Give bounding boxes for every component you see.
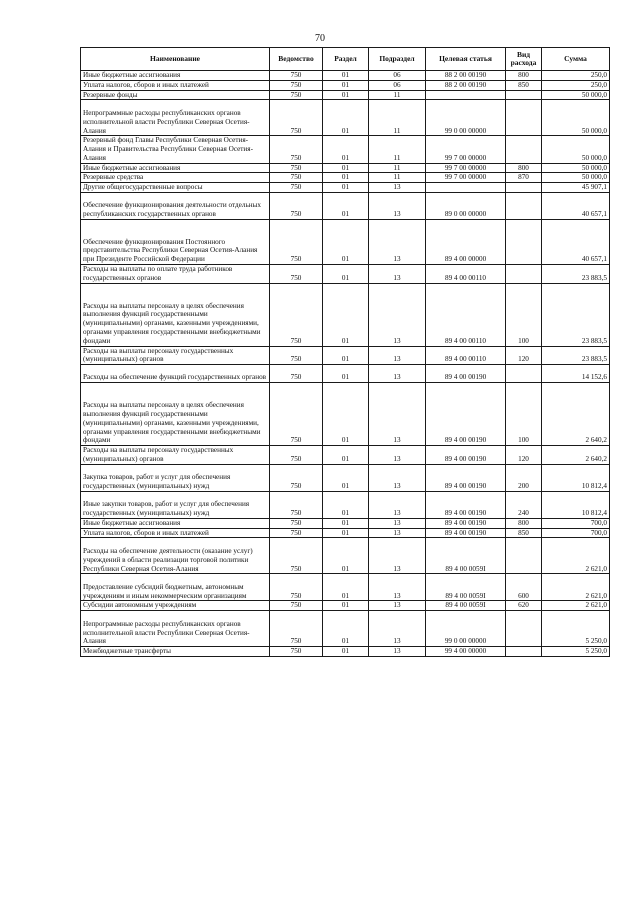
row-amount-cell: 50 000,0 (542, 136, 610, 163)
table-row (81, 80, 610, 90)
table-row (81, 611, 610, 647)
row-name-cell: Другие общегосударственные вопросы (81, 183, 270, 193)
row-section-cell: 01 (323, 538, 369, 574)
table-row (81, 283, 610, 346)
row-section-cell: 01 (323, 365, 369, 383)
row-name-cell: Иные бюджетные ассигнования (81, 518, 270, 528)
row-amount-cell: 10 812,4 (542, 464, 610, 491)
row-amount-cell: 45 907,1 (542, 183, 610, 193)
row-expense-type-cell (506, 365, 542, 383)
row-name-cell: Расходы на выплаты по оплате труда работников государственных органов (81, 265, 270, 284)
row-section-cell: 01 (323, 90, 369, 100)
row-amount-cell: 700,0 (542, 518, 610, 528)
table-row (81, 173, 610, 183)
row-target-article-cell: 89 4 00 00190 (426, 518, 506, 528)
row-subsection-cell: 13 (369, 183, 426, 193)
row-department-cell: 750 (270, 283, 323, 346)
row-department-cell: 750 (270, 173, 323, 183)
row-name-cell: Расходы на выплаты персоналу государственных (муниципальных) органов (81, 446, 270, 465)
table-row (81, 220, 610, 265)
row-name-cell: Иные закупки товаров, работ и услуг для обеспечения государственных (муниципальных) нужд (81, 491, 270, 518)
row-department-cell: 750 (270, 183, 323, 193)
table-header-row (81, 48, 610, 71)
row-amount-cell: 2 621,0 (542, 601, 610, 611)
row-expense-type-cell (506, 220, 542, 265)
row-name-cell: Резервные средства (81, 173, 270, 183)
row-section-cell: 01 (323, 601, 369, 611)
row-name-cell: Резервные фонды (81, 90, 270, 100)
row-section-cell: 01 (323, 611, 369, 647)
table-row (81, 574, 610, 601)
row-subsection-cell: 13 (369, 265, 426, 284)
row-expense-type-cell: 240 (506, 491, 542, 518)
row-amount-cell: 2 640,2 (542, 383, 610, 446)
row-target-article-cell: 89 4 00 0059I (426, 538, 506, 574)
row-department-cell: 750 (270, 518, 323, 528)
row-department-cell: 750 (270, 71, 323, 81)
table-row (81, 183, 610, 193)
row-amount-cell: 23 883,5 (542, 283, 610, 346)
row-subsection-cell: 13 (369, 518, 426, 528)
row-target-article-cell: 89 4 00 00190 (426, 528, 506, 538)
row-name-cell: Непрограммные расходы республиканских органов исполнительной власти Республики Северная Осетия-Алания (81, 611, 270, 647)
row-name-cell: Расходы на обеспечение функций государственных органов (81, 365, 270, 383)
row-name-cell: Субсидии автономным учреждениям (81, 601, 270, 611)
table-row (81, 464, 610, 491)
header-amount: Сумма (542, 48, 610, 71)
page-number: 70 (315, 33, 325, 44)
row-department-cell: 750 (270, 163, 323, 173)
row-amount-cell: 2 640,2 (542, 446, 610, 465)
row-name-cell: Расходы на обеспечение деятельности (оказание услуг) учреждений в области реализации торговой политики Республики Северная Осетия-Алания (81, 538, 270, 574)
table-row (81, 265, 610, 284)
row-target-article-cell (426, 90, 506, 100)
row-subsection-cell: 13 (369, 574, 426, 601)
row-amount-cell: 40 657,1 (542, 220, 610, 265)
row-expense-type-cell: 200 (506, 464, 542, 491)
row-subsection-cell: 13 (369, 365, 426, 383)
row-department-cell: 750 (270, 365, 323, 383)
row-target-article-cell: 89 4 00 0059I (426, 601, 506, 611)
budget-table (80, 47, 610, 657)
row-department-cell: 750 (270, 601, 323, 611)
row-amount-cell: 5 250,0 (542, 647, 610, 657)
header-expense-type: Вид расхода (506, 48, 542, 71)
row-department-cell: 750 (270, 100, 323, 136)
row-section-cell: 01 (323, 80, 369, 90)
row-subsection-cell: 13 (369, 283, 426, 346)
row-expense-type-cell: 800 (506, 518, 542, 528)
row-section-cell: 01 (323, 446, 369, 465)
row-subsection-cell: 13 (369, 464, 426, 491)
row-target-article-cell: 99 4 00 00000 (426, 647, 506, 657)
row-subsection-cell: 11 (369, 100, 426, 136)
row-target-article-cell: 88 2 00 00190 (426, 80, 506, 90)
row-name-cell: Резервный фонд Главы Республики Северная Осетия-Алания и Правительства Республики Северная Осетия-Алания (81, 136, 270, 163)
header-name: Наименование (81, 48, 270, 71)
row-amount-cell: 250,0 (542, 80, 610, 90)
row-section-cell: 01 (323, 491, 369, 518)
row-expense-type-cell (506, 100, 542, 136)
row-section-cell: 01 (323, 136, 369, 163)
row-subsection-cell: 06 (369, 80, 426, 90)
row-section-cell: 01 (323, 518, 369, 528)
table-row (81, 100, 610, 136)
row-target-article-cell: 99 7 00 00000 (426, 173, 506, 183)
row-section-cell: 01 (323, 528, 369, 538)
row-department-cell: 750 (270, 528, 323, 538)
row-expense-type-cell: 800 (506, 163, 542, 173)
row-name-cell: Обеспечение функционирования деятельности отдельных республиканских государственных органов (81, 193, 270, 220)
table-row (81, 538, 610, 574)
table-row (81, 193, 610, 220)
row-department-cell: 750 (270, 220, 323, 265)
table-row (81, 518, 610, 528)
row-expense-type-cell (506, 193, 542, 220)
row-target-article-cell: 89 4 00 00000 (426, 220, 506, 265)
table-row (81, 71, 610, 81)
table-row (81, 647, 610, 657)
row-name-cell: Расходы на выплаты персоналу в целях обеспечения выполнения функций государственными (муниципальными) органами, казенными учреждениями, органами управления государственными внебюджетными фондами (81, 283, 270, 346)
row-target-article-cell: 89 4 00 00110 (426, 265, 506, 284)
row-expense-type-cell: 850 (506, 528, 542, 538)
row-section-cell: 01 (323, 574, 369, 601)
row-name-cell: Обеспечение функционирования Постоянного представительства Республики Северная Осетия-Алания при Президенте Российской Федерации (81, 220, 270, 265)
row-expense-type-cell: 870 (506, 173, 542, 183)
row-department-cell: 750 (270, 574, 323, 601)
row-expense-type-cell (506, 183, 542, 193)
row-department-cell: 750 (270, 90, 323, 100)
header-target-article: Целевая статья (426, 48, 506, 71)
row-expense-type-cell (506, 90, 542, 100)
row-expense-type-cell: 120 (506, 446, 542, 465)
header-department: Ведомство (270, 48, 323, 71)
row-name-cell: Иные бюджетные ассигнования (81, 163, 270, 173)
row-department-cell: 750 (270, 464, 323, 491)
row-section-cell: 01 (323, 383, 369, 446)
row-target-article-cell: 99 7 00 00000 (426, 136, 506, 163)
row-subsection-cell: 11 (369, 90, 426, 100)
row-subsection-cell: 11 (369, 136, 426, 163)
header-section: Раздел (323, 48, 369, 71)
row-name-cell: Закупка товаров, работ и услуг для обеспечения государственных (муниципальных) нужд (81, 464, 270, 491)
row-department-cell: 750 (270, 446, 323, 465)
table-row (81, 601, 610, 611)
table-row (81, 446, 610, 465)
row-subsection-cell: 13 (369, 528, 426, 538)
row-amount-cell: 700,0 (542, 528, 610, 538)
row-expense-type-cell: 100 (506, 383, 542, 446)
row-subsection-cell: 11 (369, 163, 426, 173)
table-row (81, 528, 610, 538)
row-target-article-cell: 89 4 00 00110 (426, 283, 506, 346)
row-target-article-cell: 99 0 00 00000 (426, 611, 506, 647)
row-department-cell: 750 (270, 538, 323, 574)
row-name-cell: Расходы на выплаты персоналу государственных (муниципальных) органов (81, 346, 270, 365)
row-section-cell: 01 (323, 183, 369, 193)
row-target-article-cell: 89 0 00 00000 (426, 193, 506, 220)
row-subsection-cell: 11 (369, 173, 426, 183)
table-row (81, 163, 610, 173)
row-expense-type-cell: 120 (506, 346, 542, 365)
row-section-cell: 01 (323, 265, 369, 284)
row-subsection-cell: 13 (369, 220, 426, 265)
row-department-cell: 750 (270, 491, 323, 518)
row-department-cell: 750 (270, 647, 323, 657)
row-expense-type-cell: 850 (506, 80, 542, 90)
header-subsection: Подраздел (369, 48, 426, 71)
row-section-cell: 01 (323, 647, 369, 657)
row-expense-type-cell: 620 (506, 601, 542, 611)
table-row (81, 90, 610, 100)
row-target-article-cell: 89 4 00 00110 (426, 346, 506, 365)
row-section-cell: 01 (323, 193, 369, 220)
row-subsection-cell: 13 (369, 346, 426, 365)
row-expense-type-cell: 600 (506, 574, 542, 601)
row-subsection-cell: 13 (369, 647, 426, 657)
table-body (81, 71, 610, 657)
row-target-article-cell: 89 4 00 00190 (426, 491, 506, 518)
row-subsection-cell: 13 (369, 383, 426, 446)
table-row (81, 383, 610, 446)
row-expense-type-cell (506, 538, 542, 574)
row-subsection-cell: 13 (369, 491, 426, 518)
row-department-cell: 750 (270, 265, 323, 284)
row-amount-cell: 50 000,0 (542, 90, 610, 100)
row-target-article-cell: 89 4 00 00190 (426, 446, 506, 465)
row-name-cell: Межбюджетные трансферты (81, 647, 270, 657)
row-amount-cell: 50 000,0 (542, 163, 610, 173)
row-name-cell: Непрограммные расходы республиканских органов исполнительной власти Республики Северная Осетия-Алания (81, 100, 270, 136)
table-row (81, 365, 610, 383)
row-amount-cell: 2 621,0 (542, 538, 610, 574)
row-target-article-cell: 89 4 00 00190 (426, 464, 506, 491)
row-subsection-cell: 13 (369, 446, 426, 465)
row-section-cell: 01 (323, 163, 369, 173)
row-name-cell: Уплата налогов, сборов и иных платежей (81, 80, 270, 90)
row-expense-type-cell (506, 647, 542, 657)
row-section-cell: 01 (323, 346, 369, 365)
row-amount-cell: 40 657,1 (542, 193, 610, 220)
row-amount-cell: 23 883,5 (542, 265, 610, 284)
row-department-cell: 750 (270, 383, 323, 446)
table-row (81, 136, 610, 163)
row-section-cell: 01 (323, 100, 369, 136)
row-target-article-cell: 99 7 00 00000 (426, 163, 506, 173)
row-subsection-cell: 13 (369, 611, 426, 647)
row-amount-cell: 50 000,0 (542, 173, 610, 183)
row-department-cell: 750 (270, 611, 323, 647)
row-expense-type-cell: 800 (506, 71, 542, 81)
row-target-article-cell (426, 183, 506, 193)
row-target-article-cell: 89 4 00 00190 (426, 383, 506, 446)
row-section-cell: 01 (323, 283, 369, 346)
row-section-cell: 01 (323, 173, 369, 183)
row-subsection-cell: 13 (369, 538, 426, 574)
row-target-article-cell: 89 4 00 00190 (426, 365, 506, 383)
row-subsection-cell: 13 (369, 601, 426, 611)
row-name-cell: Иные бюджетные ассигнования (81, 71, 270, 81)
row-department-cell: 750 (270, 193, 323, 220)
row-amount-cell: 14 152,6 (542, 365, 610, 383)
row-expense-type-cell (506, 611, 542, 647)
row-department-cell: 750 (270, 80, 323, 90)
row-section-cell: 01 (323, 464, 369, 491)
row-subsection-cell: 06 (369, 71, 426, 81)
row-target-article-cell: 88 2 00 00190 (426, 71, 506, 81)
row-target-article-cell: 99 0 00 00000 (426, 100, 506, 136)
row-amount-cell: 2 621,0 (542, 574, 610, 601)
row-section-cell: 01 (323, 71, 369, 81)
row-expense-type-cell (506, 136, 542, 163)
row-expense-type-cell: 100 (506, 283, 542, 346)
row-department-cell: 750 (270, 136, 323, 163)
row-amount-cell: 250,0 (542, 71, 610, 81)
row-amount-cell: 10 812,4 (542, 491, 610, 518)
table-row (81, 491, 610, 518)
row-department-cell: 750 (270, 346, 323, 365)
row-amount-cell: 23 883,5 (542, 346, 610, 365)
row-amount-cell: 50 000,0 (542, 100, 610, 136)
table-row (81, 346, 610, 365)
row-target-article-cell: 89 4 00 0059I (426, 574, 506, 601)
row-section-cell: 01 (323, 220, 369, 265)
row-expense-type-cell (506, 265, 542, 284)
row-name-cell: Предоставление субсидий бюджетным, автономным учреждениям и иным некоммерческим организациям (81, 574, 270, 601)
row-amount-cell: 5 250,0 (542, 611, 610, 647)
row-name-cell: Расходы на выплаты персоналу в целях обеспечения выполнения функций государственными (муниципальными) органами, казенными учреждениями, органами управления государственными внебюджетными фондами (81, 383, 270, 446)
row-name-cell: Уплата налогов, сборов и иных платежей (81, 528, 270, 538)
row-subsection-cell: 13 (369, 193, 426, 220)
